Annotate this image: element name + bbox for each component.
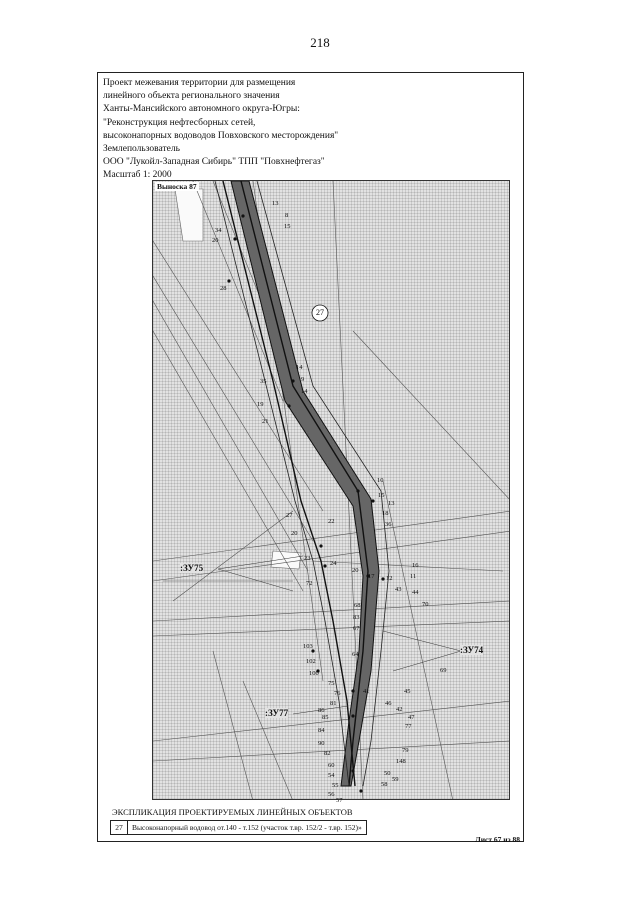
point-label: 12 — [386, 575, 393, 582]
header-line: Масштаб 1: 2000 — [103, 170, 172, 181]
point-label: 16 — [412, 562, 419, 569]
point-label: 103 — [303, 643, 313, 650]
point-label: 43 — [395, 586, 402, 593]
title-block — [103, 77, 403, 183]
point-label: 86 — [318, 707, 325, 714]
point-label: 100 — [309, 670, 319, 677]
header-line: "Реконструкция нефтесборных сетей, — [103, 117, 256, 128]
header-line: Ханты-Мансийского автономного округа-Югры: — [103, 104, 300, 115]
point-label: 75 — [328, 680, 335, 687]
point-label: 41 — [363, 688, 370, 695]
point-label: 69 — [440, 667, 447, 674]
zone-label: :ЗУ77 — [265, 708, 289, 718]
point-label: 10 — [377, 477, 384, 484]
point-label: 70 — [422, 601, 429, 608]
point-label: 20 — [212, 237, 219, 244]
point-label: 59 — [392, 776, 399, 783]
header-line: высоконапорных водоводов Повховского месторождения" — [103, 130, 339, 141]
point-label: 14 — [301, 388, 308, 395]
point-label: 79 — [402, 747, 409, 754]
point-label: 55 — [332, 782, 339, 789]
point-label: 27 — [286, 512, 293, 519]
point-label: 82 — [324, 750, 331, 757]
point-label: 11 — [410, 573, 417, 580]
header-line: линейного объекта регионального значения — [103, 91, 280, 102]
point-label: 148 — [396, 758, 406, 765]
point-label: 8 — [285, 212, 289, 219]
point-label: 54 — [328, 772, 335, 779]
point-label: 13 — [272, 200, 279, 207]
point-label: 14 — [296, 364, 303, 371]
point-label: 56 — [328, 791, 335, 798]
point-label: 34 — [215, 227, 222, 234]
point-label: 102 — [306, 658, 316, 665]
point-label: 20 — [352, 567, 359, 574]
point-label: 67 — [353, 625, 360, 632]
point-label: 44 — [412, 589, 419, 596]
point-label: 13 — [388, 500, 395, 507]
point-label: 50 — [384, 770, 391, 777]
inset-label: Выноска 87 — [157, 182, 197, 191]
point-label: 60 — [328, 762, 335, 769]
point-label: 15 — [378, 492, 385, 499]
page-number: 218 — [310, 35, 330, 50]
point-label: 17 — [368, 573, 375, 580]
point-label: 36 — [385, 521, 392, 528]
point-label: 35 — [260, 378, 267, 385]
point-label: 84 — [318, 727, 325, 734]
zone-label: :ЗУ74 — [460, 645, 484, 655]
zone-label: :ЗУ75 — [180, 563, 204, 573]
explication-row — [110, 820, 367, 835]
explication-row-number: 27 — [111, 821, 128, 834]
object-number: 27 — [316, 308, 324, 317]
header-line: ООО "Лукойл-Западная Сибирь" ТПП "Повхнефтегаз" — [103, 157, 325, 168]
point-label: 24 — [330, 560, 337, 567]
point-label: 83 — [353, 614, 360, 621]
explication-row-description: Высоконапорный водовод от.140 - т.152 (участок т.вр. 152/2 - т.вр. 152)» — [132, 823, 362, 832]
point-label: 64 — [352, 651, 359, 658]
map-drawing — [153, 181, 510, 800]
point-label: 85 — [322, 714, 329, 721]
point-label: 19 — [257, 401, 264, 408]
point-label: 81 — [330, 700, 337, 707]
point-label: 47 — [408, 714, 415, 721]
point-label: 90 — [318, 740, 325, 747]
point-label: 18 — [382, 510, 389, 517]
point-label: 68 — [354, 602, 361, 609]
point-label: 42 — [396, 706, 403, 713]
point-label: 57 — [336, 797, 343, 804]
point-label: 20 — [291, 530, 298, 537]
sheet-number: Лист 67 из 88 — [475, 835, 520, 844]
explication-title: ЭКСПЛИКАЦИЯ ПРОЕКТИРУЕМЫХ ЛИНЕЙНЫХ ОБЪЕКТОВ — [112, 807, 353, 817]
point-label: 76 — [334, 690, 341, 697]
point-label: 9 — [301, 376, 305, 383]
header-line: Землепользователь — [103, 144, 180, 155]
map-area[interactable] — [152, 180, 510, 800]
point-label: 23 — [304, 555, 311, 562]
point-label: 15 — [284, 223, 291, 230]
point-label: 21 — [262, 418, 269, 425]
point-label: 46 — [385, 700, 392, 707]
point-label: 77 — [405, 723, 412, 730]
point-label: 28 — [220, 285, 227, 292]
point-label: 22 — [328, 518, 335, 525]
point-label: 58 — [381, 781, 388, 788]
point-label: 72 — [306, 580, 313, 587]
header-line: Проект межевания территории для размещения — [103, 78, 296, 88]
point-label: 45 — [404, 688, 411, 695]
